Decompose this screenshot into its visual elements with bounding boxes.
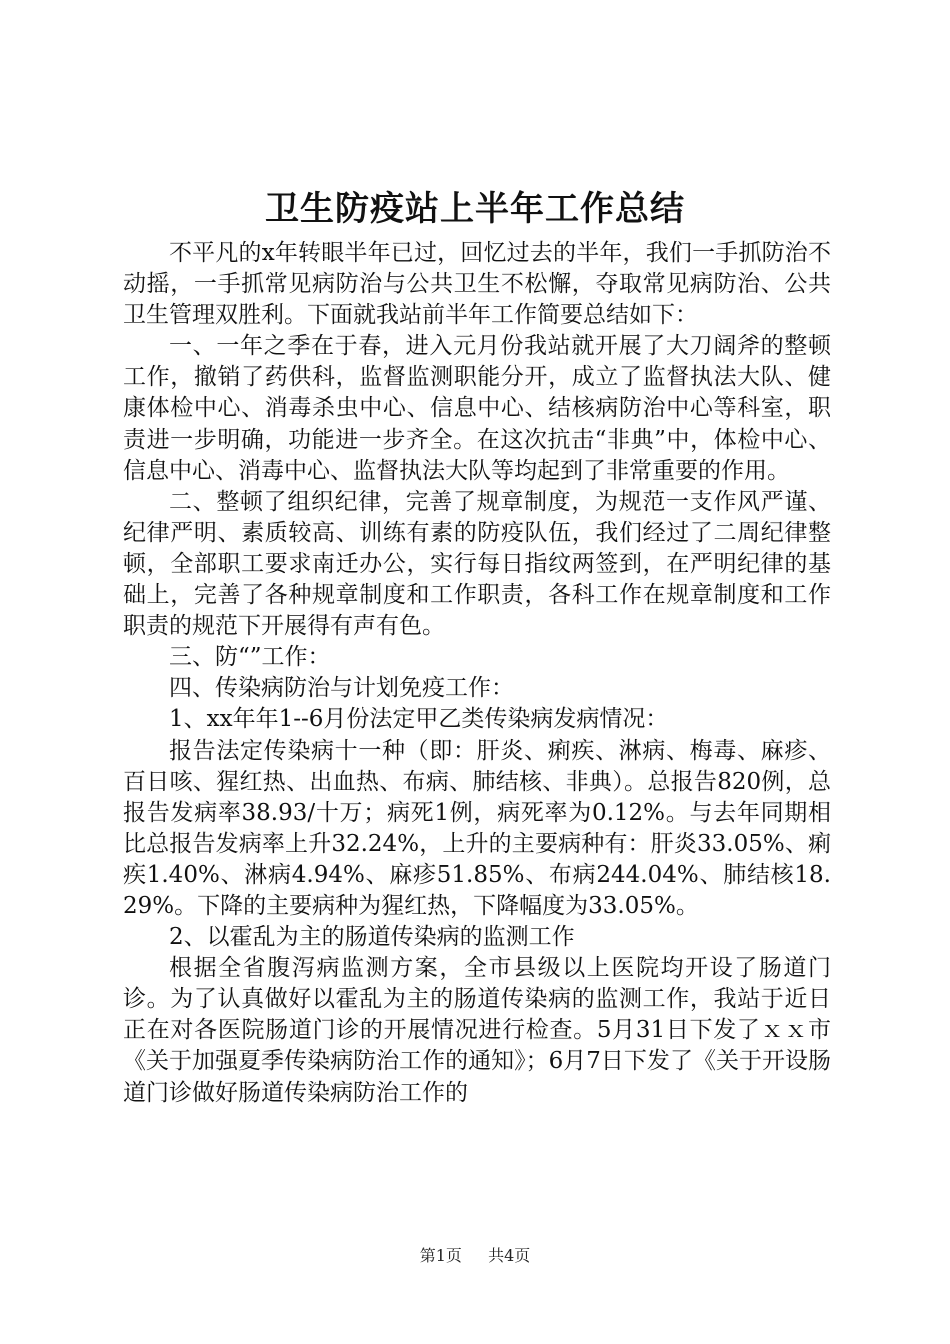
- intestinal-monitoring-paragraph: 根据全省腹泻病监测方案，全市县级以上医院均开设了肠道门诊。为了认真做好以霍乱为主的肠道传染病的监测工作，我站于近日正在对各医院肠道门诊的开展情况进行检查。5月31日下发了ｘｘ市《关于加强夏季传染病防治工作的通知》；6月7日下发了《关于开设肠道门诊做好肠道传染病防治工作的: [123, 955, 831, 1106]
- subsection-1-heading: 1、xx年年1--6月份法定甲乙类传染病发病情况：: [169, 706, 669, 733]
- section-4-heading: 四、传染病防治与计划免疫工作：: [169, 675, 514, 702]
- page-separator: [467, 1246, 483, 1265]
- section-1-paragraph: 一、一年之季在于春，进入元月份我站就开展了大刀阔斧的整顿工作，撤销了药供科，监督监测职能分开，成立了监督执法大队、健康体检中心、消毒杀虫中心、信息中心、结核病防治中心等科室，职责进一步明确，功能进一步齐全。在这次抗击“非典”中，体检中心、信息中心、消毒中心、监督执法大队等均起到了非常重要的作用。: [123, 333, 831, 484]
- page-footer: [0, 1245, 950, 1267]
- subsection-2-heading: 2、以霍乱为主的肠道传染病的监测工作: [169, 924, 575, 951]
- page-number: 第1页: [419, 1246, 462, 1265]
- document-body: [123, 238, 831, 1109]
- total-pages: 共4页: [488, 1246, 531, 1265]
- document-title: 卫生防疫站上半年工作总结: [265, 189, 685, 229]
- intro-paragraph: 不平凡的x年转眼半年已过，回忆过去的半年，我们一手抓防治不动摇，一手抓常见病防治与公共卫生不松懈，夺取常见病防治、公共卫生管理双胜利。下面就我站前半年工作简要总结如下：: [123, 240, 831, 329]
- section-2-paragraph: 二、整顿了组织纪律，完善了规章制度，为规范一支作风严谨、纪律严明、素质较高、训练有素的防疫队伍，我们经过了二周纪律整顿，全部职工要求南迁办公，实行每日指纹两签到，在严明纪律的基础上，完善了各种规章制度和工作职责，各科工作在规章制度和工作职责的规范下开展得有声有色。: [123, 488, 831, 640]
- disease-report-paragraph: 报告法定传染病十一种（即：肝炎、痢疾、淋病、梅毒、麻疹、百日咳、猩红热、出血热、布病、肺结核、非典）。总报告820例，总报告发病率38.93/十万；病死1例，病死率为0.12%。与去年同期相比总报告发病率上升32.24%，上升的主要病种有：肝炎33.05%、痢疾1.40%、淋病4.94%、麻疹51.85%、布病244.04%、肺结核18.29%。下降的主要病种为猩红热，下降幅度为33.05%。: [123, 737, 831, 919]
- section-3-heading: 三、防“”工作：: [169, 644, 331, 671]
